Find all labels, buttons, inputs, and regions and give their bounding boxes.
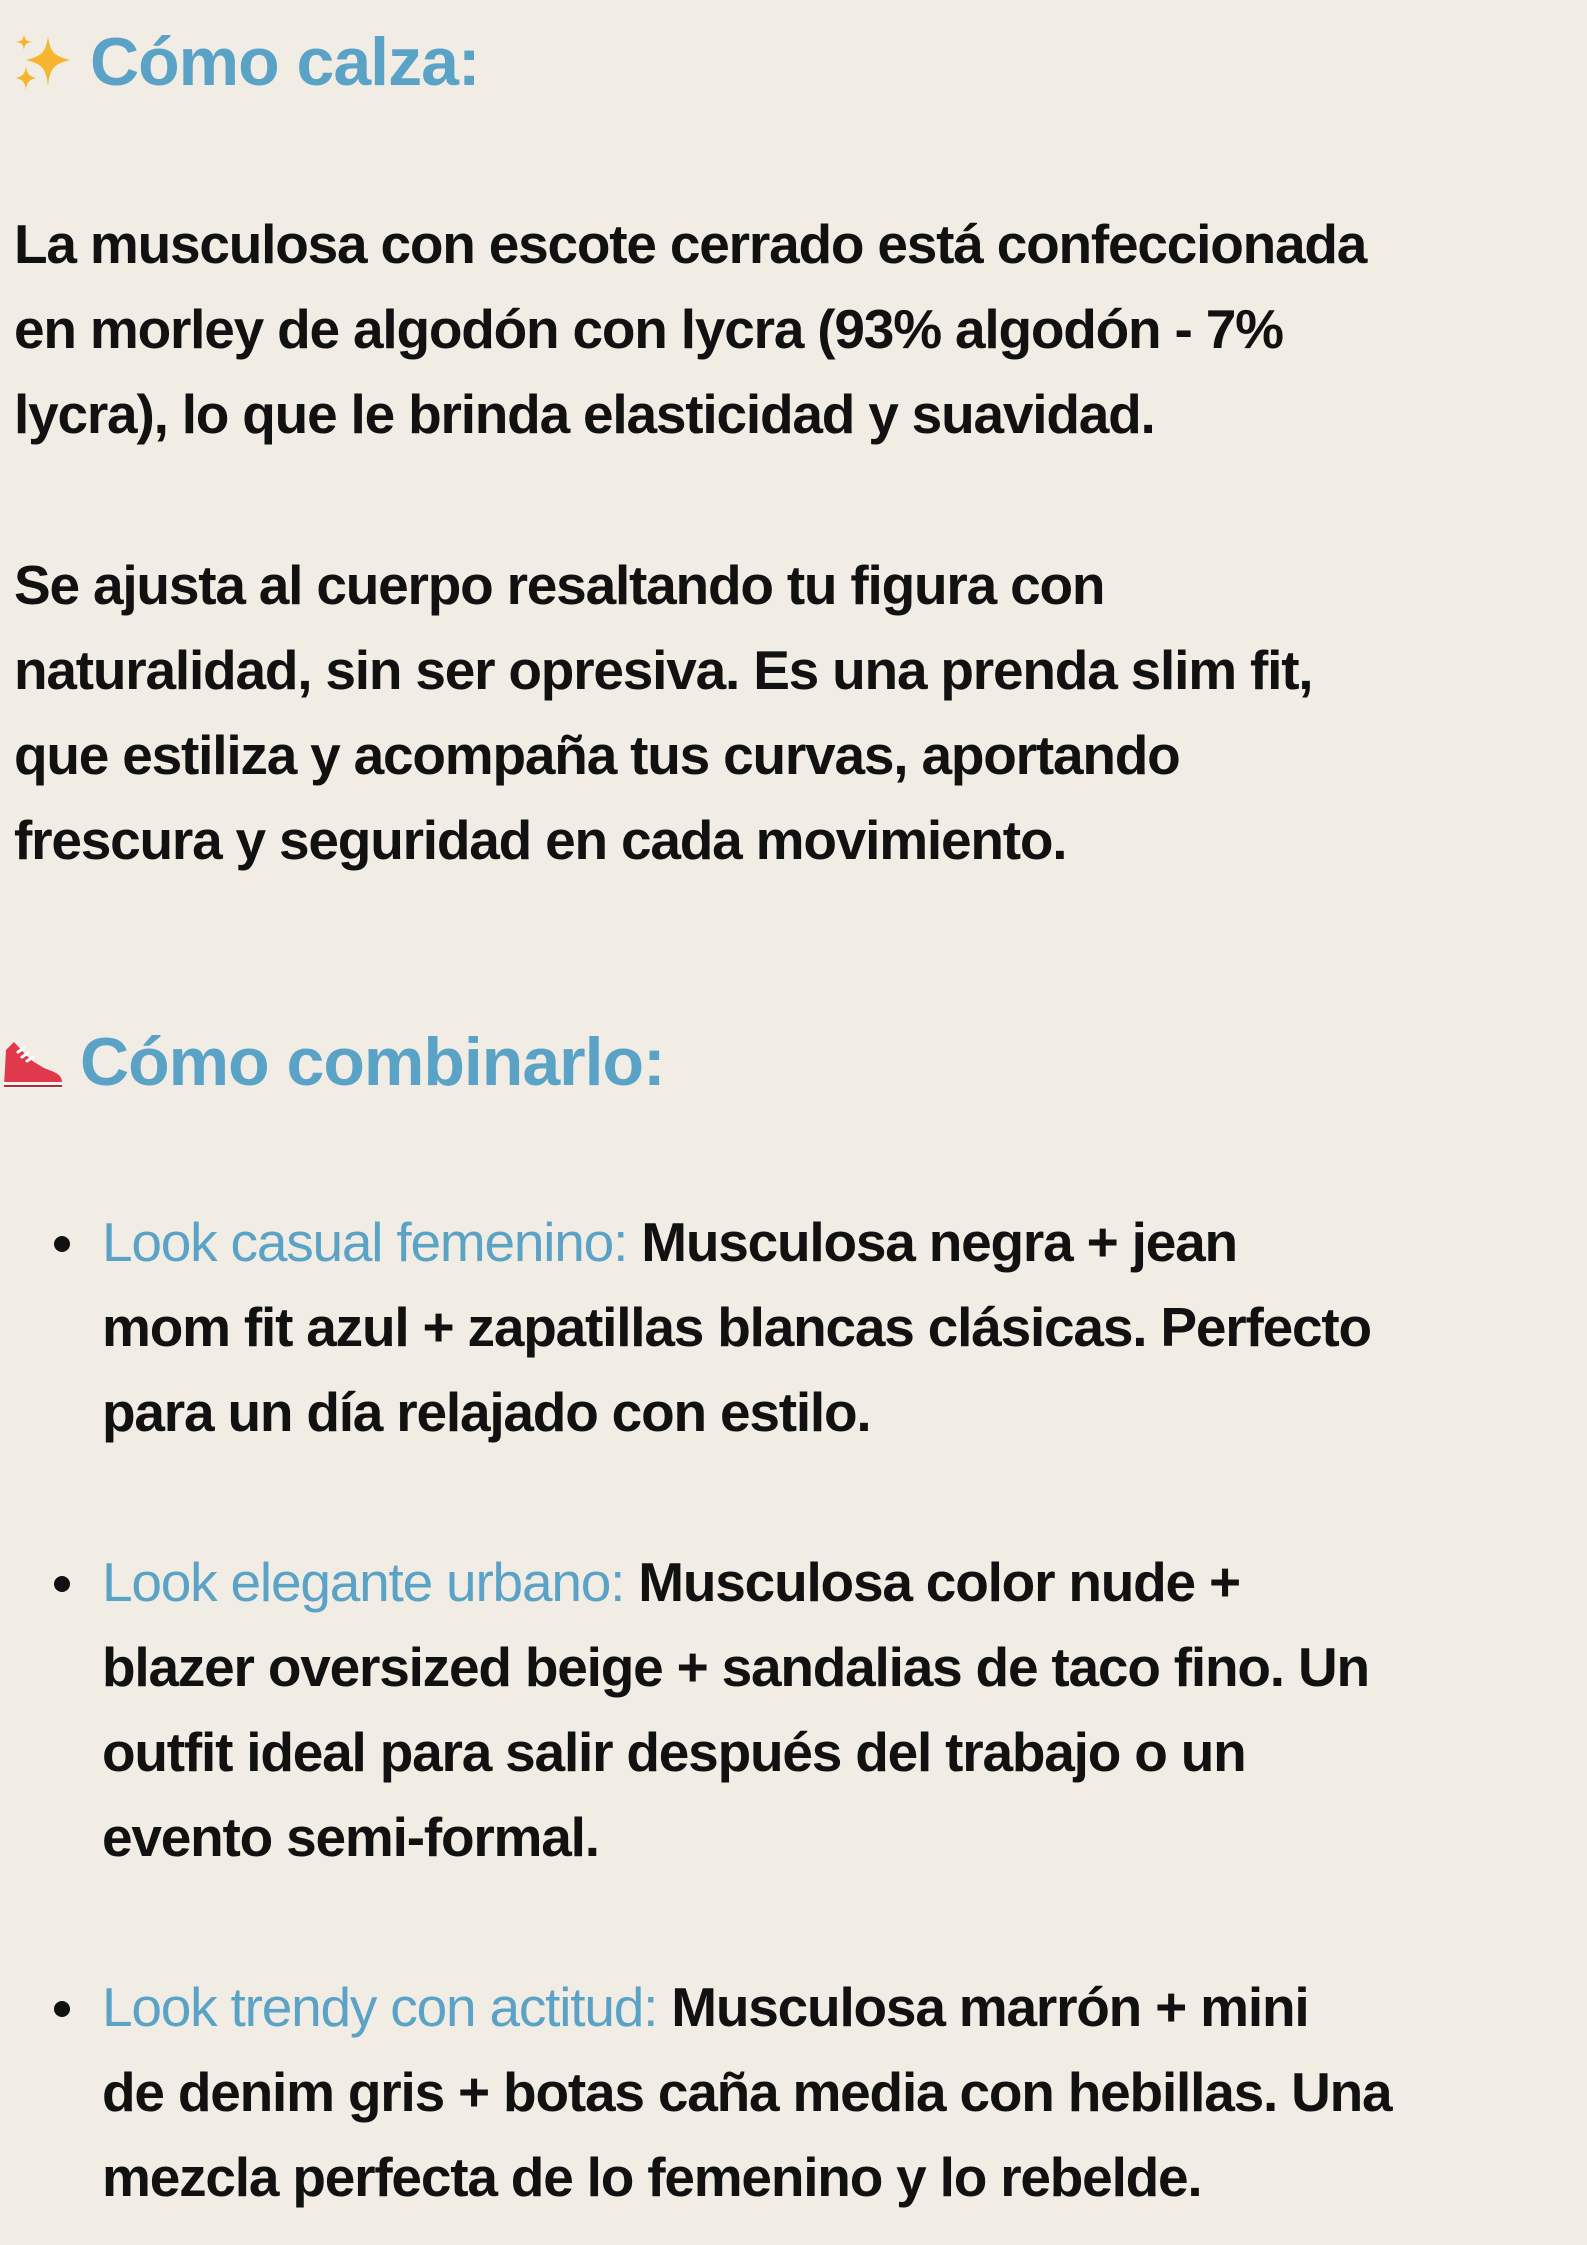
look-text: Musculosa color nude +	[624, 1551, 1240, 1613]
text-line: evento semi-formal.	[102, 1806, 599, 1868]
text-line: frescura y seguridad en cada movimiento.	[14, 809, 1067, 871]
text-line	[102, 1965, 1587, 2050]
text-line: mezcla perfecta de lo femenino y lo rebelde.	[102, 2146, 1202, 2208]
text-line: que estiliza y acompaña tus curvas, aportando	[14, 724, 1180, 786]
text-line: de denim gris + botas caña media con hebillas. Una	[102, 2061, 1392, 2123]
fit-heading	[12, 24, 480, 100]
look-label: Look casual femenino:	[102, 1211, 628, 1273]
text-line: naturalidad, sin ser opresiva. Es una prenda slim fit,	[14, 639, 1313, 701]
bullet-dot	[54, 1576, 70, 1592]
text-line: para un día relajado con estilo.	[102, 1381, 871, 1443]
text-line: Se ajusta al cuerpo resaltando tu figura con	[14, 554, 1105, 616]
look-label: Look elegante urbano:	[102, 1551, 625, 1613]
list-item	[0, 1540, 1587, 1880]
bullet-dot	[54, 1236, 70, 1252]
combine-heading	[0, 1024, 665, 1100]
text-line: mom fit azul + zapatillas blancas clásicas. Perfecto	[102, 1296, 1371, 1358]
look-text: Musculosa negra + jean	[627, 1211, 1237, 1273]
text-line: blazer oversized beige + sandalias de taco fino. Un	[102, 1636, 1369, 1698]
list-item	[0, 1965, 1587, 2220]
text-line: en morley de algodón con lycra (93% algodón - 7%	[14, 298, 1283, 360]
text-line	[102, 1200, 1587, 1285]
fit-paragraph-2	[14, 543, 1569, 883]
text-line	[102, 1540, 1587, 1625]
combine-heading-title: Cómo combinarlo:	[80, 1024, 665, 1100]
sparkles-icon	[12, 30, 76, 94]
looks-list	[0, 1200, 1587, 2220]
text-line: lycra), lo que le brinda elasticidad y suavidad.	[14, 383, 1155, 445]
text-line: outfit ideal para salir después del trabajo o un	[102, 1721, 1246, 1783]
fit-heading-title: Cómo calza:	[90, 24, 480, 100]
bullet-dot	[54, 2001, 70, 2017]
text-line: La musculosa con escote cerrado está confeccionada	[14, 213, 1367, 275]
sneaker-icon	[0, 1030, 66, 1094]
fit-paragraph-1	[14, 202, 1569, 457]
list-item	[0, 1200, 1587, 1455]
look-label: Look trendy con actitud:	[102, 1976, 658, 2038]
look-text: Musculosa marrón + mini	[657, 1976, 1309, 2038]
